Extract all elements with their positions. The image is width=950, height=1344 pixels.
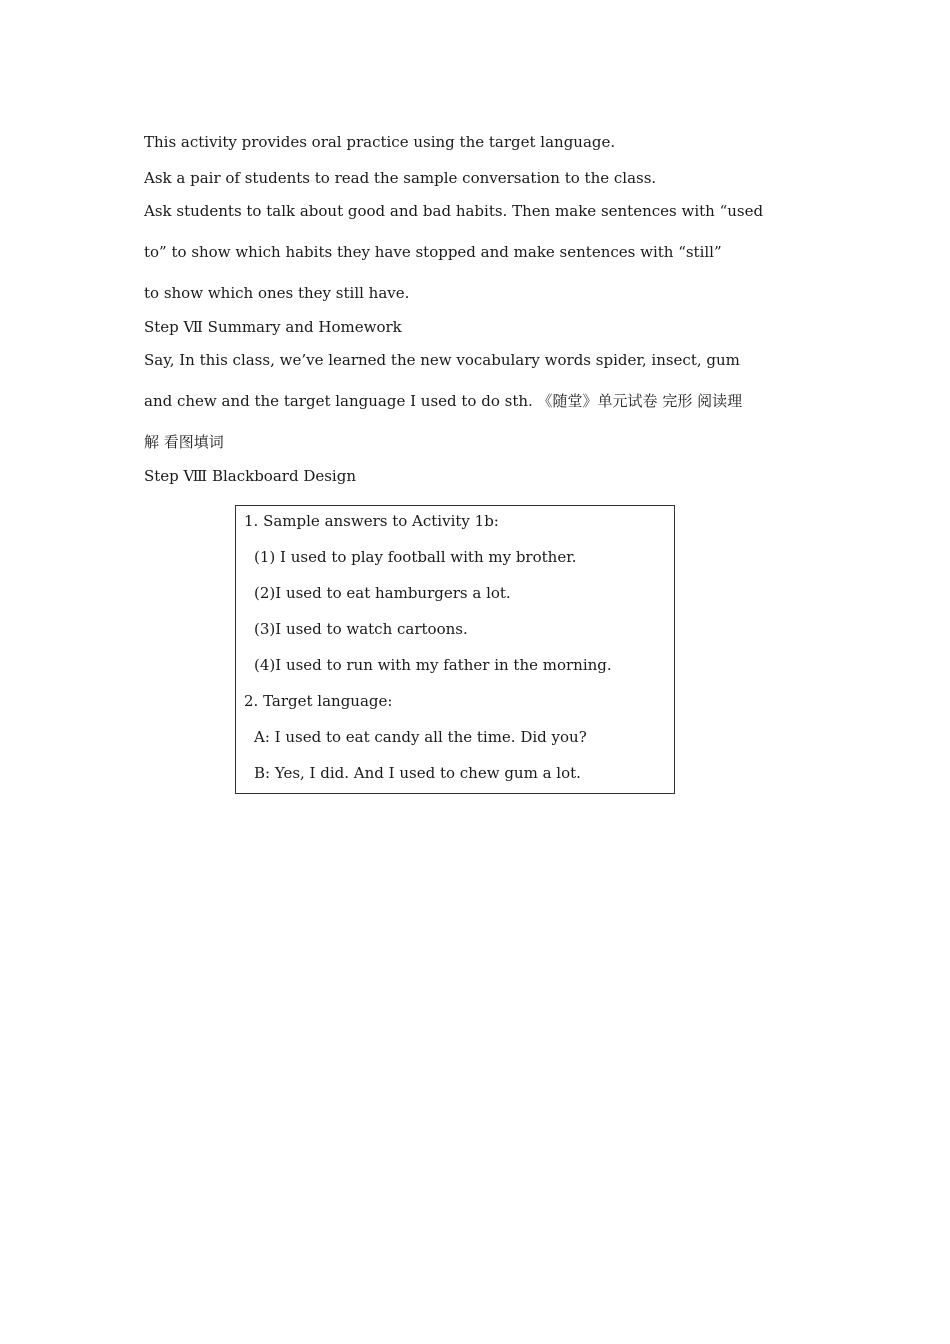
step-7-heading: Step Ⅶ Summary and Homework (144, 318, 402, 336)
blackboard-dialogue-a: A: I used to eat candy all the time. Did you? (254, 728, 587, 746)
blackboard-answer-1: (1) I used to play football with my brother. (254, 548, 577, 566)
paragraph-oral-practice: This activity provides oral practice using the target language. (144, 133, 616, 151)
paragraph-sample-conversation: Ask a pair of students to read the sample conversation to the class. (144, 169, 657, 187)
step-8-heading: Step Ⅷ Blackboard Design (144, 467, 356, 485)
blackboard-design-box (235, 505, 675, 794)
paragraph-habits (144, 191, 810, 314)
paragraph-habits-line-1: Ask students to talk about good and bad habits. Then make sentences with “used (144, 202, 764, 220)
blackboard-answer-2: (2)I used to eat hamburgers a lot. (254, 584, 511, 602)
paragraph-habits-line-3: to show which ones they still have. (144, 284, 410, 302)
blackboard-dialogue-b: B: Yes, I did. And I used to chew gum a lot. (254, 764, 581, 782)
paragraph-summary-line-2: and chew and the target language I used to do sth. 《随堂》单元试卷 完形 阅读理 (144, 392, 743, 410)
document-body (144, 124, 810, 494)
paragraph-summary-line-1: Say, In this class, we’ve learned the new vocabulary words spider, insect, gum (144, 351, 740, 369)
blackboard-answer-3: (3)I used to watch cartoons. (254, 620, 468, 638)
blackboard-heading-sample-answers: 1. Sample answers to Activity 1b: (244, 512, 499, 530)
blackboard-heading-target-language: 2. Target language: (244, 692, 393, 710)
paragraph-summary (144, 340, 810, 463)
paragraph-summary-line-3: 解 看图填词 (144, 433, 224, 451)
blackboard-answer-4: (4)I used to run with my father in the morning. (254, 656, 612, 674)
paragraph-habits-line-2: to” to show which habits they have stopped and make sentences with “still” (144, 243, 722, 261)
